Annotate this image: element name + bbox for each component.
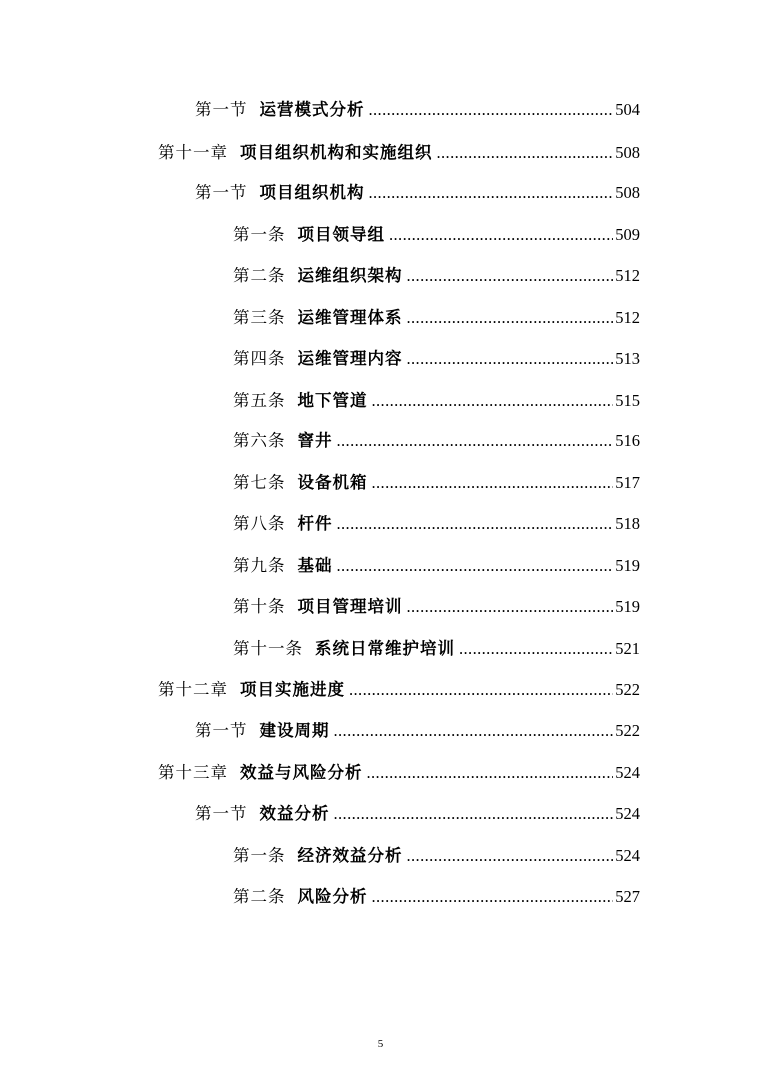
toc-entry-page: 517 xyxy=(615,473,640,492)
toc-entry-number: 第一节 xyxy=(195,183,248,202)
toc-entry-number: 第五条 xyxy=(233,391,286,410)
toc-leader-dots xyxy=(349,680,613,700)
toc-entry-page: 509 xyxy=(615,225,640,244)
toc-entry[interactable] xyxy=(233,552,640,576)
toc-entry[interactable] xyxy=(233,510,640,534)
toc-entry-title: 项目实施进度 xyxy=(240,680,345,699)
toc-entry[interactable] xyxy=(195,179,640,203)
toc-leader-dots xyxy=(372,473,614,493)
toc-entry-number: 第十二章 xyxy=(158,680,228,699)
toc-entry-page: 516 xyxy=(615,431,640,450)
toc-entry-page: 512 xyxy=(615,308,640,327)
toc-leader-dots xyxy=(407,597,614,617)
toc-entry-title: 设备机箱 xyxy=(297,473,368,492)
toc-leader-dots xyxy=(389,225,613,245)
toc-entry-number: 第一节 xyxy=(195,100,248,119)
toc-entry[interactable] xyxy=(233,635,640,659)
toc-leader-dots xyxy=(367,763,614,783)
toc-entry-number: 第十一章 xyxy=(158,143,228,162)
toc-entry-title: 建设周期 xyxy=(259,721,330,740)
toc-entry-page: 524 xyxy=(615,846,640,865)
toc-entry-title: 基础 xyxy=(297,556,333,575)
toc-entry-number: 第二条 xyxy=(233,266,286,285)
toc-entry-title: 运营模式分析 xyxy=(259,100,365,119)
toc-leader-dots xyxy=(407,308,614,328)
toc-entry-page: 508 xyxy=(615,183,640,202)
toc-entry-page: 519 xyxy=(615,597,640,616)
toc-entry[interactable] xyxy=(233,427,640,451)
toc-leader-dots xyxy=(334,804,614,824)
toc-entry-page: 512 xyxy=(615,266,640,285)
toc-leader-dots xyxy=(369,100,614,120)
toc-entry-title: 项目组织机构 xyxy=(259,183,365,202)
toc-entry-title: 项目组织机构和实施组织 xyxy=(240,143,433,162)
toc-entry[interactable] xyxy=(233,883,640,907)
toc-entry-number: 第六条 xyxy=(233,431,286,450)
toc-entry-number: 第八条 xyxy=(233,514,286,533)
toc-entry-title: 经济效益分析 xyxy=(297,846,403,865)
toc-entry-number: 第十三章 xyxy=(158,763,228,782)
toc-leader-dots xyxy=(407,846,614,866)
toc-leader-dots xyxy=(369,183,614,203)
toc-leader-dots xyxy=(407,266,614,286)
toc-entry-page: 524 xyxy=(615,763,640,782)
toc-entry[interactable] xyxy=(233,469,640,493)
toc-entry[interactable] xyxy=(158,676,640,700)
toc-entry[interactable] xyxy=(233,345,640,369)
toc-entry-page: 527 xyxy=(615,887,640,906)
toc-entry[interactable] xyxy=(195,800,640,824)
toc-entry-number: 第二条 xyxy=(233,887,286,906)
toc-entry-page: 508 xyxy=(615,143,640,162)
toc-entry-title: 杆件 xyxy=(297,514,333,533)
toc-entry-number: 第七条 xyxy=(233,473,286,492)
toc-entry-number: 第一节 xyxy=(195,721,248,740)
toc-entry-title: 效益与风险分析 xyxy=(240,763,363,782)
toc-leader-dots xyxy=(407,349,614,369)
toc-entry[interactable] xyxy=(195,717,640,741)
toc-entry-number: 第四条 xyxy=(233,349,286,368)
toc-leader-dots xyxy=(372,391,614,411)
toc-entry[interactable] xyxy=(233,593,640,617)
toc-entry-title: 地下管道 xyxy=(297,391,368,410)
toc-entry[interactable] xyxy=(233,387,640,411)
toc-leader-dots xyxy=(459,639,613,659)
toc-entry-page: 518 xyxy=(615,514,640,533)
toc-entry-page: 519 xyxy=(615,556,640,575)
toc-entry-number: 第十一条 xyxy=(233,639,303,658)
toc-leader-dots xyxy=(337,431,614,451)
toc-entry-title: 运维组织架构 xyxy=(297,266,403,285)
page-number: 5 xyxy=(377,1038,384,1050)
toc-entry[interactable] xyxy=(233,221,640,245)
toc-entry-page: 522 xyxy=(615,721,640,740)
toc-entry[interactable] xyxy=(158,759,640,783)
toc-entry-title: 运维管理体系 xyxy=(297,308,403,327)
toc-entry-page: 515 xyxy=(615,391,640,410)
toc-leader-dots xyxy=(372,887,614,907)
toc-entry-number: 第九条 xyxy=(233,556,286,575)
toc-leader-dots xyxy=(337,556,614,576)
toc-entry-page: 522 xyxy=(615,680,640,699)
toc-entry[interactable] xyxy=(158,139,640,163)
toc-entry-title: 项目管理培训 xyxy=(297,597,403,616)
toc-entry-number: 第一节 xyxy=(195,804,248,823)
toc-entry[interactable] xyxy=(233,304,640,328)
toc-entry-page: 524 xyxy=(615,804,640,823)
toc-entry[interactable] xyxy=(195,96,640,120)
toc-entry-number: 第十条 xyxy=(233,597,286,616)
toc-entry[interactable] xyxy=(233,262,640,286)
toc-entry-number: 第三条 xyxy=(233,308,286,327)
toc-entry-page: 521 xyxy=(615,639,640,658)
toc-leader-dots xyxy=(337,514,614,534)
toc-entry-title: 窨井 xyxy=(297,431,333,450)
toc-entry-title: 系统日常维护培训 xyxy=(315,639,455,658)
toc-entry-title: 运维管理内容 xyxy=(297,349,403,368)
toc-entry-title: 效益分析 xyxy=(259,804,330,823)
toc-entry-number: 第一条 xyxy=(233,225,286,244)
toc-entry[interactable] xyxy=(233,842,640,866)
toc-leader-dots xyxy=(437,143,614,163)
toc-entry-page: 504 xyxy=(615,100,640,119)
toc-leader-dots xyxy=(334,721,614,741)
toc-entry-number: 第一条 xyxy=(233,846,286,865)
toc-entry-title: 风险分析 xyxy=(297,887,368,906)
toc-entry-page: 513 xyxy=(615,349,640,368)
toc-entry-title: 项目领导组 xyxy=(297,225,385,244)
